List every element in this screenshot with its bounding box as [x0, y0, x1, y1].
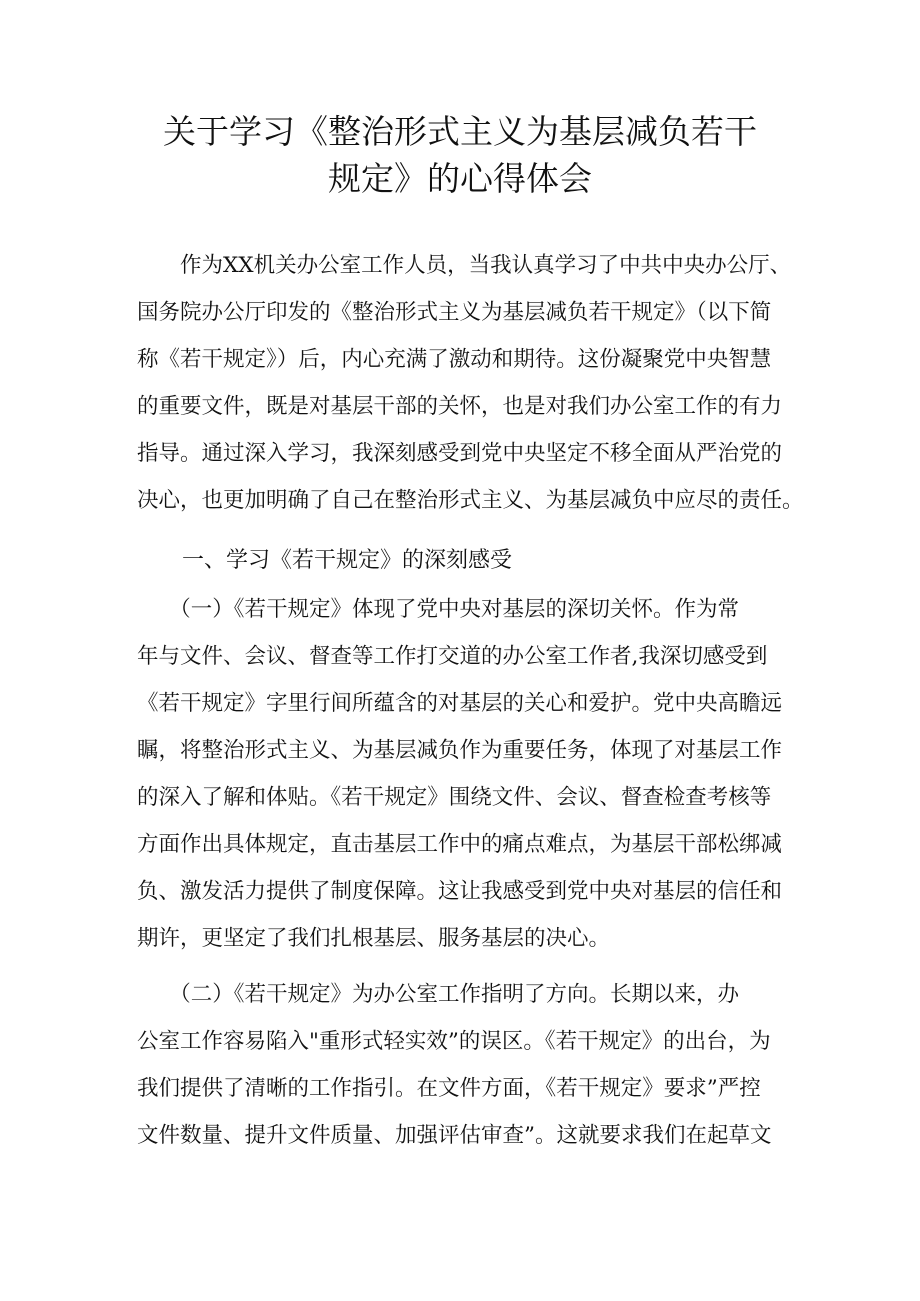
paragraph-line: 公室工作容易陷入"重形式轻实效”的误区。《若干规定》的出台，为	[137, 1029, 771, 1054]
paragraph-line: 年与文件、会议、督查等工作打交道的办公室工作者,我深切感受到	[137, 644, 768, 669]
paragraph-line: 决心，也更加明确了自己在整治形式主义、为基层减负中应尽的责任。	[137, 488, 804, 513]
paragraph-line: 国务院办公厅印发的《整治形式主义为基层减负若干规定》（以下简	[137, 300, 772, 325]
document-title-line-1: 关于学习《整治形式主义为基层减负若干	[163, 112, 757, 151]
paragraph-line: 文件数量、提升文件质量、加强评估审查”。这就要求我们在起草文	[137, 1123, 772, 1148]
paragraph-line: 指导。通过深入学习，我深刻感受到党中央坚定不移全面从严治党的	[137, 441, 783, 466]
section-1-paragraph-2	[137, 971, 787, 1159]
paragraph-line: （二）《若干规定》为办公室工作指明了方向。长期以来，办	[137, 982, 740, 1007]
paragraph-line: 《若干规定》字里行间所蕴含的对基层的关心和爱护。党中央高瞻远	[137, 691, 783, 716]
intro-paragraph	[137, 242, 804, 524]
paragraph-line: 期许，更坚定了我们扎根基层、服务基层的决心。	[137, 926, 611, 951]
paragraph-line: 瞩，将整治形式主义、为基层减负作为重要任务，体现了对基层工作	[137, 738, 783, 763]
paragraph-line: （一）《若干规定》体现了党中央对基层的深切关怀。作为常	[137, 597, 740, 622]
paragraph-line: 的重要文件，既是对基层干部的关怀，也是对我们办公室工作的有力	[137, 394, 783, 419]
paragraph-line: 我们提供了清晰的工作指引。在文件方面，《若干规定》要求”严控	[137, 1076, 761, 1101]
paragraph-line: 作为XX机关办公室工作人员，当我认真学习了中共中央办公厅、	[137, 253, 792, 278]
document-title-line-2: 规定》的心得体会	[328, 159, 592, 198]
paragraph-line: 负、激发活力提供了制度保障。这让我感受到党中央对基层的信任和	[137, 879, 783, 904]
section-heading-1: 一、学习《若干规定》的深刻感受	[182, 548, 513, 573]
paragraph-line: 方面作出具体规定，直击基层工作中的痛点难点，为基层干部松绑减	[137, 832, 783, 857]
section-1-paragraph-1	[137, 586, 787, 962]
paragraph-line: 的深入了解和体贴。《若干规定》围绕文件、会议、督查检查考核等	[137, 785, 772, 810]
paragraph-line: 称《若干规定》）后，内心充满了激动和期待。这份凝聚党中央智慧	[137, 347, 772, 372]
